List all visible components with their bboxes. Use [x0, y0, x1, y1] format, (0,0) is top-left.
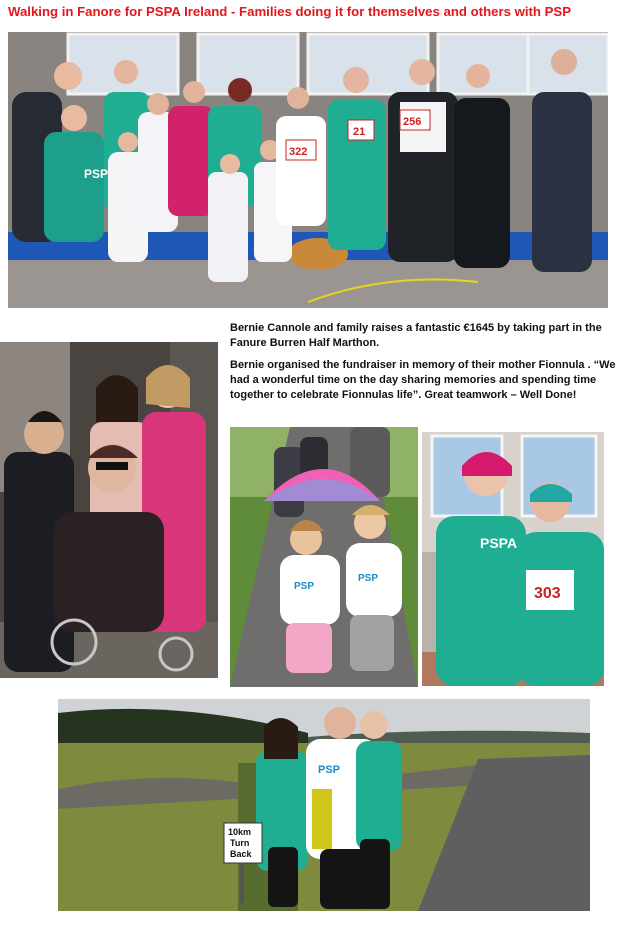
two-women-photo — [422, 432, 604, 686]
story-caption — [230, 321, 635, 410]
bib-number-1: 322 — [289, 146, 308, 158]
shirt-logo-text: PSP — [318, 764, 341, 776]
shirt-logo-text: PSP — [294, 581, 315, 592]
shirt-logo-text: PSP — [84, 167, 109, 181]
bib-number-2: 21 — [353, 126, 366, 138]
road-trio-photo — [58, 699, 590, 911]
bib-number: 303 — [534, 585, 561, 602]
children-umbrella-photo — [230, 427, 418, 687]
group-photo — [8, 32, 608, 308]
sign-back-text: Back — [230, 849, 252, 859]
sign-distance-text: 10km — [228, 827, 252, 837]
bib-number-3: 256 — [403, 116, 422, 128]
family-wheelchair-photo — [0, 342, 218, 678]
shirt-logo-text-2: PSP — [358, 573, 379, 584]
caption-paragraph-1: Bernie Cannole and family raises a fantastic €1645 by taking part in the Fanure Burren Half Marthon. — [230, 322, 602, 349]
caption-paragraph-2: Bernie organised the fundraiser in memory of their mother Fionnula . “We had a wonderful time on the day sharing memories and spending time together to celebrate Fionnulas life”. Great teamwork – Well Done! — [230, 359, 616, 401]
sign-turn-text: Turn — [230, 838, 250, 848]
page-title: Walking in Fanore for PSPA Ireland - Families doing it for themselves and others with PSP — [8, 4, 572, 19]
shirt-logo-text: PSPA — [480, 535, 518, 551]
